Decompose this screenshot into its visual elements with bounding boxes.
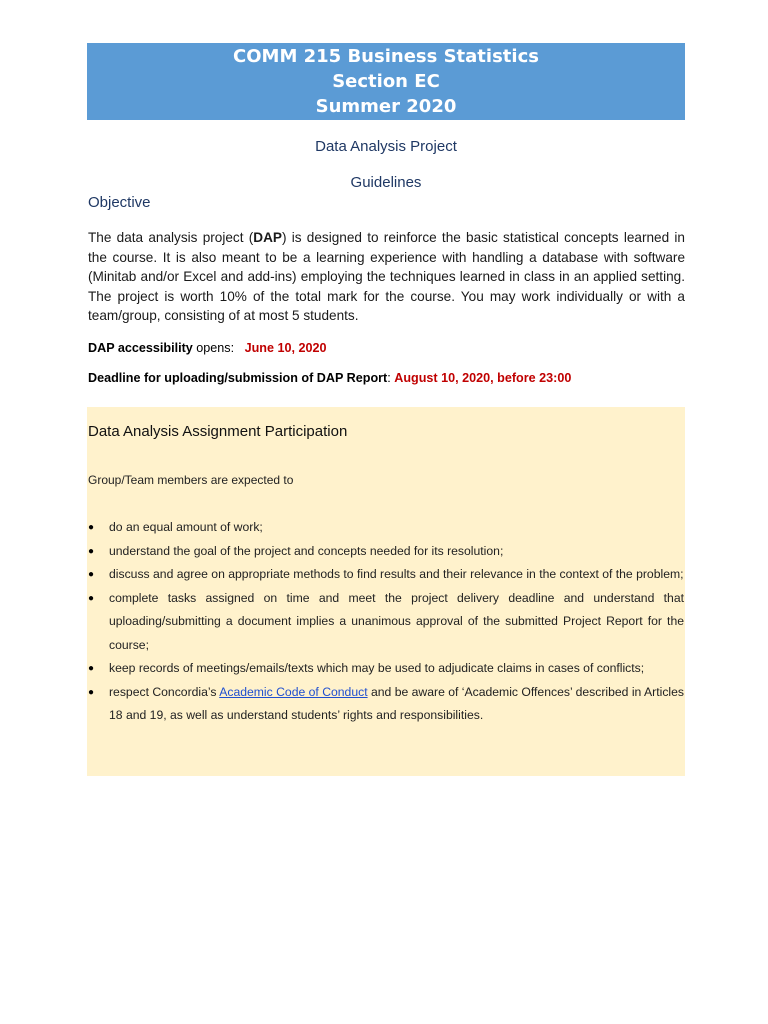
- list-item-text: complete tasks assigned on time and meet the project delivery deadline and understand that uploading/submitting a document implies a unanimous approval of the submitted Project Report for the course;: [109, 590, 684, 652]
- objective-text-before: The data analysis project (: [88, 230, 254, 245]
- participation-title: Data Analysis Assignment Participation: [88, 423, 348, 440]
- project-title: Data Analysis Project: [315, 138, 457, 155]
- dap-abbreviation: DAP: [253, 230, 282, 245]
- accessibility-suffix: opens:: [192, 341, 235, 355]
- participation-intro: Group/Team members are expected to: [88, 473, 294, 487]
- deadline-line: [88, 371, 571, 385]
- deadline-label: Deadline for uploading/submission of DAP Report: [88, 371, 388, 385]
- course-title: COMM 215 Business Statistics: [233, 46, 539, 67]
- deadline-date: August 10, 2020, before 23:00: [394, 371, 572, 385]
- list-item-text: discuss and agree on appropriate methods to find results and their relevance in the context of the problem;: [109, 567, 684, 581]
- participation-list: [88, 516, 684, 728]
- academic-code-link[interactable]: Academic Code of Conduct: [219, 684, 368, 699]
- list-item: [88, 563, 684, 587]
- guidelines-title: Guidelines: [350, 174, 422, 191]
- objective-heading: Objective: [88, 194, 151, 211]
- course-header-banner: [87, 43, 685, 120]
- accessibility-line: [88, 341, 327, 355]
- accessibility-label: DAP accessibility: [88, 341, 193, 355]
- list-item: [88, 681, 684, 728]
- course-term: Summer 2020: [315, 96, 457, 117]
- list-item-text: keep records of meetings/emails/texts which may be used to adjudicate claims in cases of conflicts;: [109, 661, 645, 675]
- course-section: Section EC: [332, 71, 440, 92]
- bullet-icon: ●: [88, 569, 95, 580]
- list-item: [88, 516, 684, 540]
- list-item-text-before: respect Concordia’s: [109, 684, 220, 699]
- bullet-icon: ●: [88, 545, 95, 557]
- list-item: [88, 587, 684, 658]
- objective-text-after: ) is designed to reinforce the basic statistical concepts learned in the course. It is also meant to be a learning experience with handling a database with software (Minitab and/or Excel and add-ins) employing the techniques learned in class in an applied setting. The project is worth 10% of the total mark for the course. You may work individually or with a team/group, consisting of at most 5 students.: [88, 230, 685, 323]
- bullet-icon: ●: [88, 686, 95, 698]
- list-item: [88, 540, 684, 564]
- bullet-icon: ●: [88, 592, 95, 604]
- list-item-text-after: and be aware of ‘Academic Offences’ described in Articles 18 and 19, as well as understand students’ rights and responsibilities.: [109, 684, 684, 722]
- deadline-separator: :: [387, 371, 395, 385]
- list-item-text: do an equal amount of work;: [109, 520, 263, 534]
- bullet-icon: ●: [88, 663, 95, 674]
- list-item: [88, 657, 684, 681]
- accessibility-date: June 10, 2020: [244, 341, 327, 355]
- objective-paragraph: [88, 228, 685, 326]
- bullet-icon: ●: [88, 522, 95, 533]
- list-item-text: understand the goal of the project and concepts needed for its resolution;: [109, 543, 504, 558]
